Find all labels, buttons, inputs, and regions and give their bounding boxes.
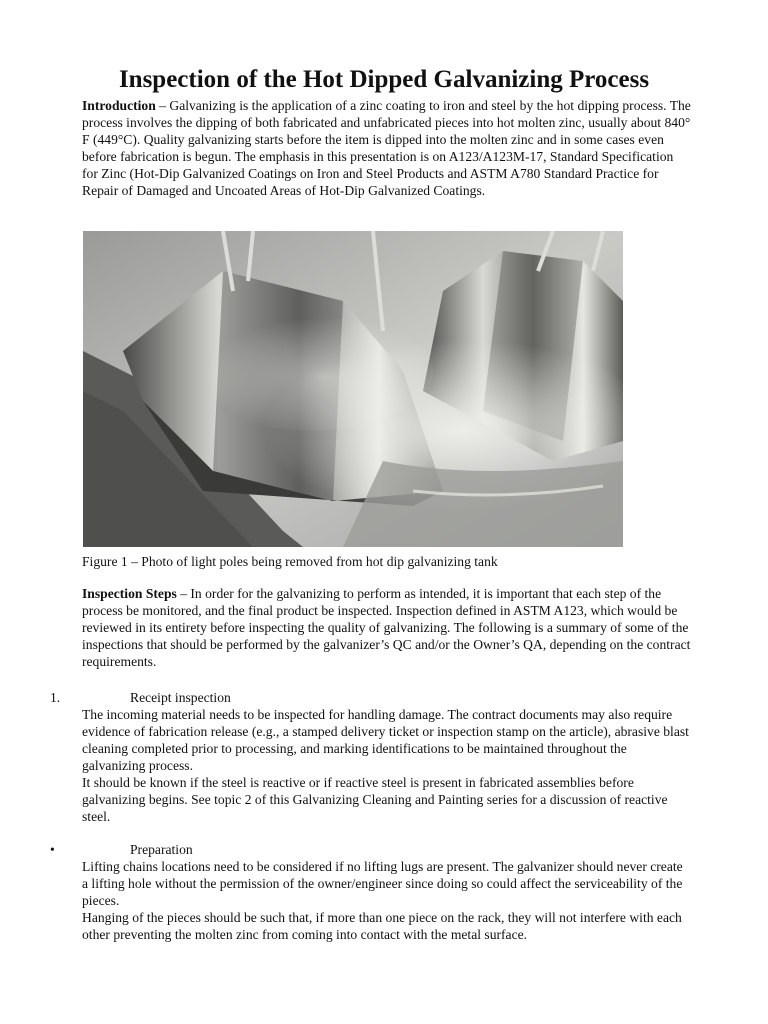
page-title: Inspection of the Hot Dipped Galvanizing Process	[118, 66, 650, 93]
introduction-paragraph	[82, 97, 692, 199]
list-item-paragraph: Hanging of the pieces should be such that, if more than one piece on the rack, they will not interfere with each other preventing the molten zinc from coming into contact with the metal surface.	[82, 910, 682, 942]
list-item-heading: Preparation	[130, 842, 193, 857]
list-item-paragraph: It should be known if the steel is reactive or if reactive steel is present in fabricated assemblies before galvanizing begins. See topic 2 of this Galvanizing Cleaning and Painting series for a discussion of reactive steel.	[82, 775, 668, 824]
list-item-paragraph: Lifting chains locations need to be considered if no lifting lugs are present. The galvanizer should never create a lifting hole without the permission of the owner/engineer since doing so could affect the serviceability of the pieces.	[82, 859, 683, 908]
list-item-paragraph: The incoming material needs to be inspected for handling damage. The contract documents may also require evidence of fabrication release (e.g., a stamped delivery ticket or inspection stamp on the article), abrasive blast cleaning completed prior to processing, and marking identifications to be maintained throughout the galvanizing process.	[82, 707, 689, 773]
introduction-label: Introduction	[82, 98, 156, 113]
inspection-steps-label: Inspection Steps	[82, 586, 177, 601]
list-marker-number: 1.	[50, 690, 61, 705]
inspection-steps-text: – In order for the galvanizing to perform as intended, it is important that each step of the process be monitored, and the final product be inspected. Inspection defined in ASTM A123, which would be reviewed in its entirety before inspecting the quality of galvanizing. The following is a summary of some of the inspections that should be performed by the galvanizer’s QC and/or the Owner’s QA, depending on the contract requirements.	[82, 586, 691, 669]
list-marker-bullet: •	[50, 842, 55, 857]
figure-photo-light-poles	[83, 231, 623, 547]
inspection-steps-paragraph	[82, 585, 692, 670]
introduction-text: – Galvanizing is the application of a zinc coating to iron and steel by the hot dipping process. The process involves the dipping of both fabricated and unfabricated pieces into hot molten zinc, usually about 840° F (449°C). Quality galvanizing starts before the item is dipped into the molten zinc and in some cases even before fabrication is begun. The emphasis in this presentation is on A123/A123M-17, Standard Specification for Zinc (Hot-Dip Galvanized Coatings on Iron and Steel Products and ASTM A780 Standard Practice for Repair of Damaged and Uncoated Areas of Hot-Dip Galvanized Coatings.	[82, 98, 691, 198]
list-item-heading: Receipt inspection	[130, 690, 231, 705]
figure-caption: Figure 1 – Photo of light poles being removed from hot dip galvanizing tank	[82, 554, 498, 569]
